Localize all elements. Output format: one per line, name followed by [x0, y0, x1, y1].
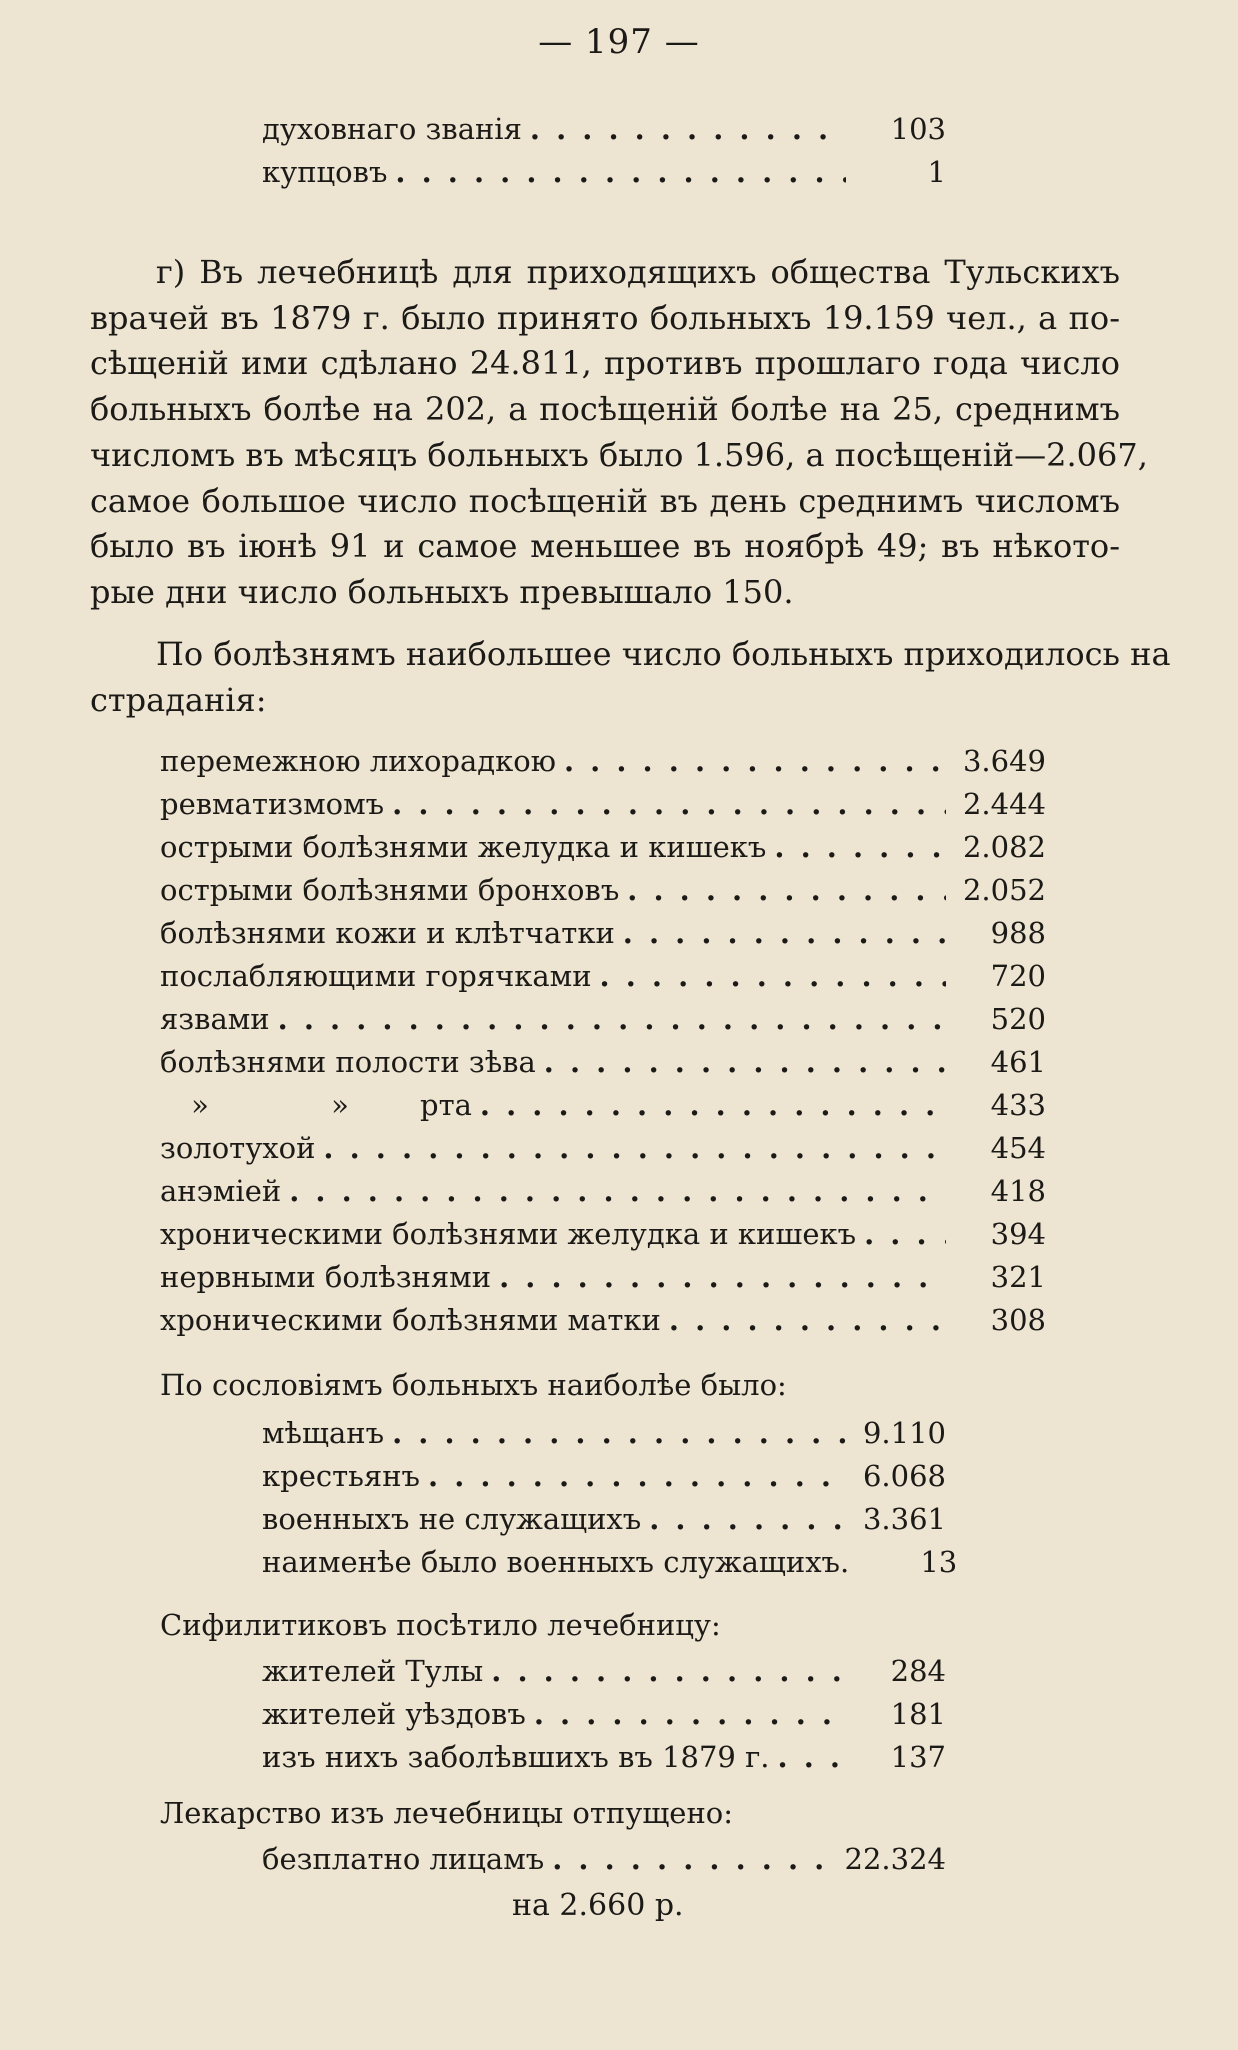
- list-item: [160, 783, 1046, 826]
- list-item: [160, 1256, 1046, 1299]
- item-value: 13: [920, 1545, 958, 1579]
- text-line: г) Въ лечебницѣ для приходящихъ общества Тульскихъ: [156, 253, 1120, 291]
- leader-dots: [864, 1213, 946, 1256]
- paragraph-diseases: [90, 632, 1171, 723]
- item-label: золотухой: [160, 1131, 316, 1165]
- item-label: изъ нихъ заболѣвшихъ въ 1879 г.: [262, 1740, 770, 1774]
- leader-dots: [289, 1170, 946, 1213]
- ditto-mark: »: [331, 1088, 349, 1122]
- leader-dots: [564, 740, 946, 783]
- item-label: язвами: [160, 1002, 270, 1036]
- item-label: жителей уѣздовъ: [262, 1697, 526, 1731]
- text-line: рые дни число больныхъ превышало 150.: [90, 572, 794, 611]
- item-label: купцовъ: [262, 155, 388, 189]
- item-value: 1: [927, 155, 946, 189]
- list-item: [262, 151, 946, 194]
- item-label: перемежною лихорадкою: [160, 744, 556, 778]
- item-value: 520: [990, 1002, 1046, 1036]
- item-value: 22.324: [844, 1842, 946, 1876]
- item-label: наименѣе было военныхъ служащихъ.: [262, 1545, 850, 1579]
- text-line: страданія:: [90, 680, 267, 719]
- syphilis-list: [262, 1650, 946, 1779]
- paragraph-g: [90, 250, 1148, 616]
- leader-dots: [480, 1084, 946, 1127]
- item-value: 433: [990, 1088, 1046, 1122]
- item-value: 461: [990, 1045, 1046, 1079]
- leader-dots: [778, 1736, 847, 1779]
- list-item: [160, 826, 1046, 869]
- text-line: самое большое число посѣщеній въ день среднимъ числомъ: [90, 481, 1120, 520]
- list-item: [160, 912, 1046, 955]
- leader-dots: [552, 1838, 834, 1881]
- list-item: [160, 1041, 1046, 1084]
- item-label: болѣзнями кожи и клѣтчатки: [160, 916, 615, 950]
- item-value: 308: [990, 1303, 1046, 1337]
- text-line: было въ іюнѣ 91 и самое меньшее въ ноябрѣ 49; въ нѣкото-: [90, 527, 1120, 566]
- leader-dots: [278, 998, 946, 1041]
- item-value: 137: [890, 1740, 946, 1774]
- list-item: [160, 1213, 1046, 1256]
- text-line: числомъ въ мѣсяцъ больныхъ было 1.596, а посѣщеній—2.067,: [90, 435, 1148, 474]
- list-item: [160, 1127, 1046, 1170]
- leader-dots: [499, 1256, 946, 1299]
- item-label: болѣзнями полости зѣва: [160, 1045, 536, 1079]
- item-value: 9.110: [862, 1416, 946, 1450]
- item-value: 2.444: [962, 787, 1046, 821]
- medicine-heading: Лекарство изъ лечебницы отпущено:: [160, 1796, 734, 1830]
- item-label: мѣщанъ: [262, 1416, 385, 1450]
- item-label: острыми болѣзнями бронховъ: [160, 873, 620, 907]
- item-value: 284: [890, 1654, 946, 1688]
- leader-dots: [669, 1299, 946, 1342]
- item-label: безплатно лицамъ: [262, 1842, 545, 1876]
- item-value: 321: [990, 1260, 1046, 1294]
- leader-dots: [623, 912, 946, 955]
- item-value: 418: [990, 1174, 1046, 1208]
- item-value: 720: [990, 959, 1046, 993]
- text-line: По болѣзнямъ наибольшее число больныхъ приходилось на: [156, 635, 1171, 673]
- diseases-list: [160, 740, 1046, 1342]
- item-label-text: рта: [420, 1088, 472, 1122]
- syphilis-heading: Сифилитиковъ посѣтило лечебницу:: [160, 1608, 721, 1642]
- item-value: 394: [990, 1217, 1046, 1251]
- item-label: военныхъ не служащихъ: [262, 1502, 642, 1536]
- item-value: 3.361: [862, 1502, 946, 1536]
- page-number: — 197 —: [538, 22, 700, 62]
- list-item: [262, 1650, 946, 1693]
- leader-dots: [491, 1650, 846, 1693]
- list-item: [160, 955, 1046, 998]
- item-value: 2.082: [962, 830, 1046, 864]
- item-label: духовнаго званія: [262, 112, 522, 146]
- medicine-sum: на 2.660 р.: [512, 1888, 684, 1923]
- list-item: [160, 869, 1046, 912]
- item-label: острыми болѣзнями желудка и кишекъ: [160, 830, 767, 864]
- item-label: анэміей: [160, 1174, 282, 1208]
- list-item: [262, 1736, 946, 1779]
- list-item: [262, 1455, 946, 1498]
- estates-list: [262, 1412, 958, 1584]
- item-label: хроническими болѣзнями матки: [160, 1303, 661, 1337]
- list-item: [262, 1838, 946, 1881]
- item-label: ревматизмомъ: [160, 787, 385, 821]
- item-value: 2.052: [962, 873, 1046, 907]
- leader-dots: [544, 1041, 946, 1084]
- item-value: 988: [990, 916, 1046, 950]
- list-item: [262, 1693, 946, 1736]
- leader-dots: [392, 1412, 846, 1455]
- ditto-mark: »: [191, 1088, 209, 1122]
- list-item: [160, 1084, 1046, 1127]
- item-label: жителей Тулы: [262, 1654, 484, 1688]
- item-label: [160, 1084, 472, 1127]
- item-value: 454: [990, 1131, 1046, 1165]
- leader-dots: [428, 1455, 846, 1498]
- list-item: [160, 740, 1046, 783]
- text-line: врачей въ 1879 г. было принято больныхъ 19.159 чел., а по-: [90, 298, 1120, 337]
- item-value: 181: [890, 1697, 946, 1731]
- list-item: [160, 1170, 1046, 1213]
- item-label: послабляющими горячками: [160, 959, 592, 993]
- estates-heading: По сословіямъ больныхъ наиболѣе было:: [160, 1368, 787, 1402]
- leader-dots: [395, 151, 846, 194]
- leader-dots: [534, 1693, 846, 1736]
- leader-dots: [627, 869, 946, 912]
- item-value: 103: [890, 112, 946, 146]
- item-label: хроническими болѣзнями желудка и кишекъ: [160, 1217, 857, 1251]
- text-line: сѣщеній ими сдѣлано 24.811, противъ прошлаго года число: [90, 344, 1120, 383]
- leader-dots: [774, 826, 946, 869]
- list-item: [160, 1299, 1046, 1342]
- list-item: [262, 1541, 958, 1584]
- item-value: 6.068: [862, 1459, 946, 1493]
- list-item: [262, 108, 946, 151]
- text-line: больныхъ болѣе на 202, а посѣщеній болѣе на 25, среднимъ: [90, 390, 1120, 429]
- top-list: [262, 108, 946, 194]
- leader-dots: [649, 1498, 846, 1541]
- leader-dots: [323, 1127, 946, 1170]
- item-value: 3.649: [962, 744, 1046, 778]
- list-item: [262, 1498, 946, 1541]
- item-label: нервными болѣзнями: [160, 1260, 492, 1294]
- list-item: [262, 1412, 946, 1455]
- list-item: [160, 998, 1046, 1041]
- item-label: крестьянъ: [262, 1459, 420, 1493]
- leader-dots: [392, 783, 946, 826]
- leader-dots: [600, 955, 946, 998]
- medicine-list: [262, 1838, 946, 1881]
- leader-dots: [530, 108, 846, 151]
